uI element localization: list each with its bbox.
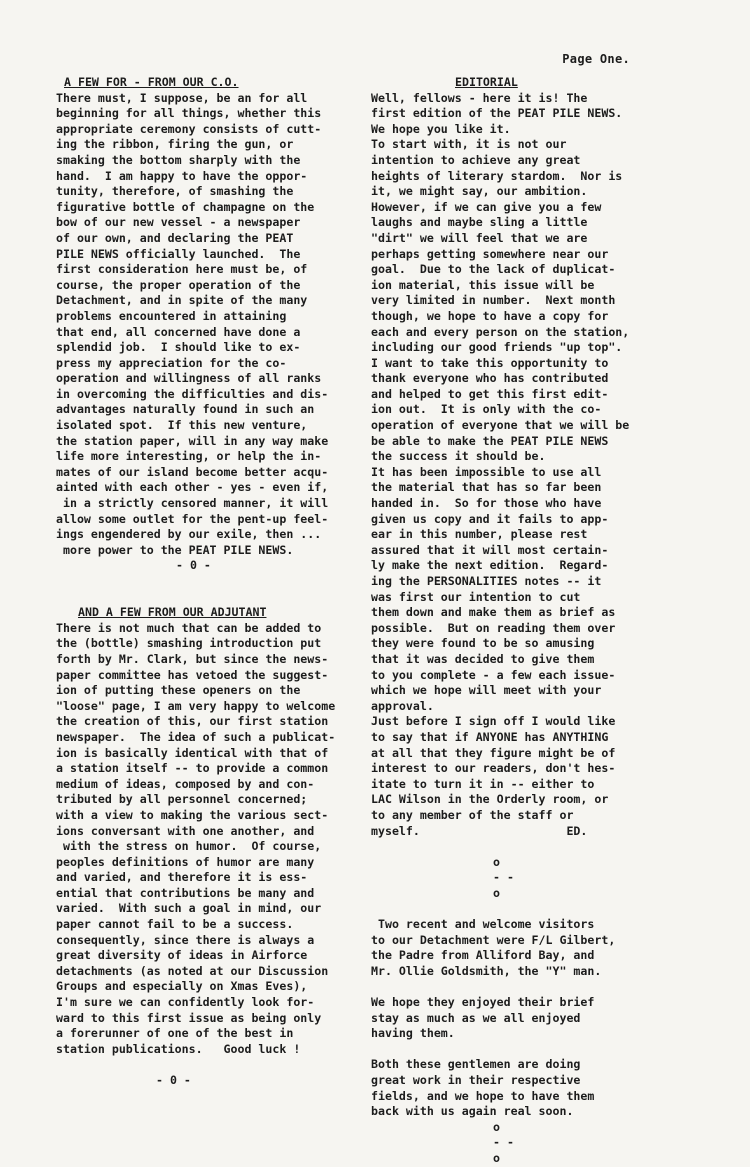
text-line: with the stress on humor. Of course, — [56, 839, 322, 854]
text-line: the station paper, will in any way make — [56, 433, 329, 448]
text-line: approval. — [371, 698, 434, 713]
text-line: o — [493, 885, 500, 900]
editorial-body — [371, 91, 671, 840]
text-line: problems encountered in attaining — [56, 308, 287, 323]
text-line: handed in. So for those who have — [371, 496, 602, 511]
text-line: first consideration here must be, of — [56, 262, 308, 277]
text-line: course, the proper operation of the — [56, 277, 301, 292]
text-line: in a strictly censored manner, it will — [56, 496, 329, 511]
text-line: PILE NEWS officially launched. The — [56, 246, 301, 261]
left-column — [56, 75, 368, 1089]
text-line: ear in this number, please rest — [371, 527, 588, 542]
text-line: o — [493, 1150, 500, 1165]
text-line: intention to achieve any great — [371, 152, 581, 167]
text-line: "dirt" we will feel that we are — [371, 230, 588, 245]
text-line: the material that has so far been — [371, 480, 602, 495]
text-line: myself. ED. — [371, 823, 588, 838]
text-line: perhaps getting somewhere near our — [371, 246, 609, 261]
text-line: itate to turn it in -- either to — [371, 776, 595, 791]
text-line: heights of literary stardom. Nor is — [371, 168, 623, 183]
text-line: Groups and especially on Xmas Eves), — [56, 979, 308, 994]
text-line: However, if we can give you a few — [371, 199, 602, 214]
visitors-article — [371, 917, 671, 1167]
text-line: forth by Mr. Clark, but since the news- — [56, 651, 329, 666]
text-line: having them. — [371, 1026, 455, 1041]
text-line: Detachment, and in spite of the many — [56, 293, 308, 308]
article-heading: AND A FEW FROM OUR ADJUTANT — [78, 605, 267, 620]
text-line: of our own, and declaring the PEAT — [56, 230, 294, 245]
text-line: be able to make the PEAT PILE NEWS — [371, 433, 609, 448]
text-line: There must, I suppose, be an for all — [56, 90, 308, 105]
text-line: To start with, it is not our — [371, 137, 567, 152]
separator — [371, 855, 671, 902]
text-line: ion is basically identical with that of — [56, 745, 329, 760]
text-line: LAC Wilson in the Orderly room, or — [371, 792, 609, 807]
text-line: stay as much as we all enjoyed — [371, 1010, 581, 1025]
text-line: ing the PERSONALITIES notes -- it — [371, 574, 602, 588]
text-line: paper cannot fail to be a success. — [56, 917, 294, 932]
text-line: peoples definitions of humor are many — [56, 854, 315, 869]
text-line: first edition of the PEAT PILE NEWS. — [371, 106, 623, 121]
text-line: newspaper. The idea of such a publicat- — [56, 729, 336, 744]
text-line: We hope they enjoyed their brief — [371, 995, 595, 1010]
text-line: "loose" page, I am very happy to welcome — [56, 698, 336, 713]
article-adjutant — [56, 605, 368, 1088]
text-line: splendid job. I should like to ex- — [56, 340, 301, 355]
text-line: more power to the PEAT PILE NEWS. — [56, 542, 294, 557]
text-line: thank everyone who has contributed — [371, 371, 609, 386]
text-line: though, we hope to have a copy for — [371, 308, 609, 323]
text-line: the creation of this, our first station — [56, 714, 329, 729]
text-line: isolated spot. If this new venture, — [56, 418, 308, 433]
text-line: including our good friends "up top". — [371, 340, 623, 355]
text-line: ainted with each other - yes - even if, — [56, 480, 329, 495]
text-line: ly make the next edition. Regard- — [371, 558, 609, 573]
text-line: station publications. Good luck ! — [56, 1041, 301, 1056]
text-line: fields, and we hope to have them — [371, 1088, 595, 1103]
text-line: that end, all concerned have done a — [56, 324, 301, 339]
text-line: tributed by all personnel concerned; — [56, 792, 308, 807]
text-line: interest to our readers, don't hes- — [371, 761, 616, 776]
article-body — [56, 91, 368, 559]
editorial — [371, 75, 671, 901]
text-line: at all that they figure might be of — [371, 745, 616, 760]
text-line: ential that contributions be many and — [56, 885, 315, 900]
text-line: hand. I am happy to have the oppor- — [56, 168, 308, 183]
text-line: Just before I sign off I would like — [371, 714, 616, 729]
text-line: smaking the bottom sharply with the — [56, 152, 301, 167]
text-line: to you complete - a few each issue- — [371, 667, 616, 682]
separator — [371, 1120, 671, 1167]
text-line: and helped to get this first edit- — [371, 386, 609, 401]
text-line: There is not much that can be added to — [56, 620, 322, 635]
text-line: - - — [493, 870, 514, 885]
text-line: goal. Due to the lack of duplicat- — [371, 262, 616, 277]
text-line: o — [493, 1119, 500, 1134]
text-line: the success it should be. — [371, 449, 546, 464]
text-line: possible. But on reading them over — [371, 620, 616, 635]
text-line: beginning for all things, whether this — [56, 106, 322, 121]
right-column — [371, 75, 671, 1167]
text-line: that it was decided to give them — [371, 651, 595, 666]
page-number: Page One. — [562, 52, 630, 66]
text-line: very limited in number. Next month — [371, 293, 616, 308]
text-line: assured that it will most certain- — [371, 542, 609, 557]
text-line: advantages naturally found in such an — [56, 402, 315, 417]
text-line: I'm sure we can confidently look for- — [56, 995, 315, 1010]
text-line: each and every person on the station, — [371, 324, 630, 339]
visitors-paragraph — [371, 995, 671, 1042]
text-line: given us copy and it fails to app- — [371, 511, 609, 526]
article-body — [56, 621, 368, 1058]
text-line: and varied, and therefore it is ess- — [56, 870, 308, 885]
text-line: was first our intention to cut — [371, 589, 581, 604]
text-line: tunity, therefore, of smashing the — [56, 184, 294, 199]
text-line: a forerunner of one of the best in — [56, 1026, 294, 1041]
text-line: Two recent and welcome visitors — [371, 917, 595, 932]
visitors-paragraph — [371, 1057, 671, 1119]
text-line: operation and willingness of all ranks — [56, 371, 322, 386]
text-line: laughs and maybe sling a little — [371, 215, 588, 230]
text-line: press my appreciation for the co- — [56, 355, 287, 370]
separator: - 0 - — [156, 1073, 191, 1087]
text-line: I want to take this opportunity to — [371, 355, 609, 370]
text-line: to our Detachment were F/L Gilbert, — [371, 932, 616, 947]
text-line: ing the ribbon, firing the gun, or — [56, 137, 294, 152]
text-line: figurative bottle of champagne on the — [56, 199, 315, 214]
text-line: paper committee has vetoed the suggest- — [56, 667, 329, 682]
article-co — [56, 75, 368, 574]
text-line: Both these gentlemen are doing — [371, 1057, 581, 1072]
text-line: ings engendered by our exile, then ... — [56, 527, 322, 542]
text-line: they were found to be so amusing — [371, 636, 595, 651]
text-line: them down and make them as brief as — [371, 605, 616, 620]
text-line: great diversity of ideas in Airforce — [56, 948, 308, 963]
visitors-paragraph — [371, 917, 671, 979]
text-line: with a view to making the various sect- — [56, 807, 329, 822]
text-line: ion out. It is only with the co- — [371, 402, 602, 417]
text-line: It has been impossible to use all — [371, 464, 602, 479]
text-line: to say that if ANYONE has ANYTHING — [371, 729, 609, 744]
text-line: it, we might say, our ambition. — [371, 184, 588, 199]
text-line: great work in their respective — [371, 1073, 581, 1087]
text-line: the (bottle) smashing introduction put — [56, 636, 322, 651]
text-line: medium of ideas, composed by and con- — [56, 776, 315, 791]
text-line: bow of our new vessel - a newspaper — [56, 215, 301, 230]
text-line: back with us again real soon. — [371, 1104, 574, 1119]
editorial-heading: EDITORIAL — [455, 75, 518, 89]
text-line: We hope you like it. — [371, 121, 511, 136]
text-line: which we hope will meet with your — [371, 683, 602, 698]
text-line: Mr. Ollie Goldsmith, the "Y" man. — [371, 963, 602, 978]
text-line: ion of putting these openers on the — [56, 683, 301, 698]
text-line: the Padre from Alliford Bay, and — [371, 948, 595, 963]
separator: - 0 - — [176, 558, 211, 573]
text-line: Well, fellows - here it is! The — [371, 90, 588, 105]
text-line: mates of our island become better acqu- — [56, 464, 329, 479]
text-line: - - — [493, 1135, 514, 1150]
text-line: detachments (as noted at our Discussion — [56, 963, 329, 978]
text-line: consequently, since there is always a — [56, 932, 315, 947]
text-line: life more interesting, or help the in- — [56, 449, 322, 464]
text-line: operation of everyone that we will be — [371, 418, 630, 433]
text-line: ion material, this issue will be — [371, 277, 595, 292]
text-line: ions conversant with one another, and — [56, 823, 315, 838]
text-line: in overcoming the difficulties and dis- — [56, 386, 329, 401]
text-line: to any member of the staff or — [371, 807, 574, 822]
text-line: o — [493, 854, 500, 869]
article-heading: A FEW FOR - FROM OUR C.O. — [64, 75, 239, 89]
text-line: a station itself -- to provide a common — [56, 761, 329, 776]
text-line: ward to this first issue as being only — [56, 1010, 322, 1025]
text-line: allow some outlet for the pent-up feel- — [56, 511, 329, 526]
text-line: appropriate ceremony consists of cutt- — [56, 121, 322, 136]
text-line: varied. With such a goal in mind, our — [56, 901, 322, 916]
